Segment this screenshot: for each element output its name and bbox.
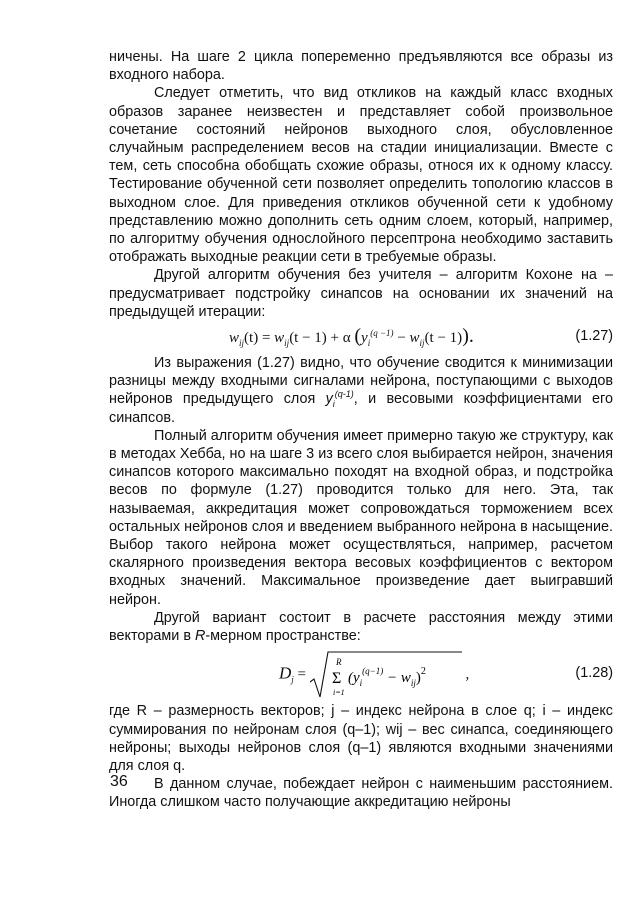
page-number: 36 [110, 773, 128, 790]
formula-1-28 [109, 648, 613, 700]
paragraph-6: Другой вариант состоит в расчете расстояния между этими векторами в R-мерном пространстве: [109, 609, 613, 645]
paragraph-2: Следует отметить, что вид откликов на каждый класс входных образов заранее неизвестен и представляет собой произвольное сочетание состояний нейронов выходного слоя, обусловленное случайным распределением весов на стадии инициализации. Вместе с тем, сеть способна обобщать схожие образы, относя их к одному классу. Тестирование обученной сети позволяет определить топологию классов в выходном слое. Для приведения откликов обученной сети к удобному представлению можно дополнить сеть одним слоем, который, например, по алгоритму обучения однослойного персептрона необходимо заставить отображать выходные реакции сети в требуемые образы. [109, 85, 613, 266]
sum-term: $(y_i^{(q-1)} - w_{ij})^2$ [347, 666, 426, 689]
sum-upper-limit: R [335, 657, 342, 668]
paragraph-1: ничены. На шаге 2 цикла попеременно предъявляются все образы из входного набора. [109, 49, 613, 84]
formula-1-27 [109, 323, 613, 353]
formula-1-27-body: $w_{ij}(t) = w_{ij}(t - 1) + \alpha$ $(y_i^{(q -1)} - w_{ij}(t - 1))$. [229, 325, 474, 349]
paragraph-4: Из выражения (1.27) видно, что обучение сводится к минимизации разницы между входными сигналами нейрона, поступающими с выходов нейронов предыдущего слоя $y_i^{(q-1)}$, и весовыми коэффициентами его синапсов. [109, 355, 613, 426]
paragraph-3: Другой алгоритм обучения без учителя – алгоритм Кохоне на – предусматривает подстройку синапсов на основании их значений на предыдущей итерации: [109, 267, 613, 320]
sum-lower-limit: i=1 [332, 688, 345, 698]
paragraph-7: где R – размерность векторов; j – индекс нейрона в слое q; i – индекс суммирования по нейронам слоя (q–1); wij – вес синапса, соединяющего нейроны; выходы нейронов слоя (q–1) являются входными значениями для слоя q. [109, 703, 613, 774]
paragraph-8: В данном случае, побеждает нейрон с наименьшим расстоянием. Иногда слишком часто получающие аккредитацию нейроны [109, 776, 613, 811]
sqrt-symbol [310, 650, 462, 700]
paragraph-5: Полный алгоритм обучения имеет примерно такую же структуру, как в методах Хебба, но на шаге 3 из всего слоя выбирается нейрон, значения синапсов которого максимально походят на входной образ, и подстройка весов по формуле (1.27) проводится только для него. Эта, так называемая, аккредитация может сопровождаться торможением всех остальных нейронов слоя и введением выбранного нейрона в насыщение. Выбор такого нейрона может осуществляться, например, расчетом скалярного произведения вектора весовых коэффициентов с вектором входных значений. Максимальное произведение дает выигравший нейрон. [109, 427, 613, 608]
body-text [109, 48, 613, 812]
formula-number-1-27: (1.27) [575, 328, 613, 345]
formula-number-1-28: (1.28) [575, 665, 613, 682]
sum-sign: Σ [331, 670, 342, 688]
formula-1-28-body: $D_j$ = R Σ i=1 $(y_i^{(q-1)} - w_{ij})^2$ , [279, 650, 469, 700]
